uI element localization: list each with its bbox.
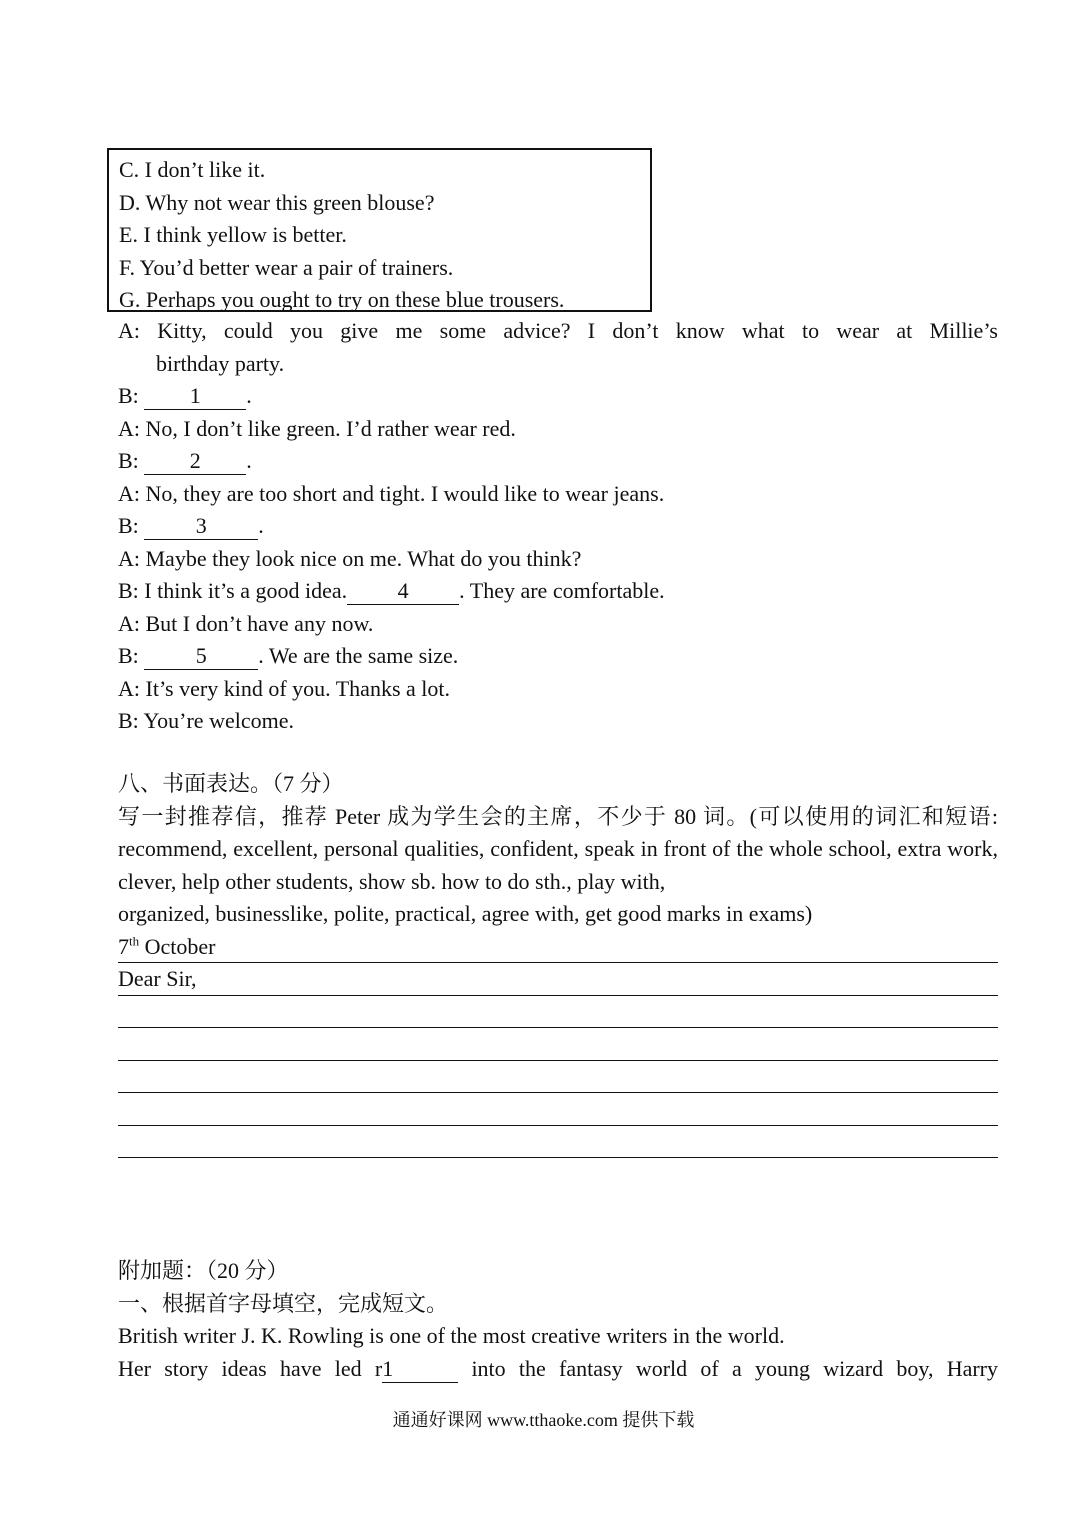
writing-line[interactable] [118,996,998,1029]
blank-2[interactable]: 2 [144,448,246,475]
bonus-heading: 附加题：（20 分） [118,1258,289,1283]
option-e: E. I think yellow is better. [119,222,347,247]
date-line[interactable]: 7th October [118,931,998,964]
writing-line[interactable] [118,1126,998,1159]
option-f: F. You’d better wear a pair of trainers. [119,254,454,280]
writing-line[interactable] [118,1028,998,1061]
dialogue [118,315,998,738]
footer-source: 通通好课网 www.tthaoke.com 提供下载 [392,1410,695,1430]
dialogue-line-blank-3: B: 3 . [118,513,264,538]
blank-1[interactable]: 1 [144,383,246,410]
dialogue-line-blank-2: B: 2 . [118,448,252,473]
greeting-line[interactable]: Dear Sir, [118,963,998,996]
dialogue-line-9: A: But I don’t have any now. [118,610,374,636]
answer-options-box [107,148,652,312]
bonus-line-1: British writer J. K. Rowling is one of the most creative writers in the world. [118,1323,785,1348]
writing-instruction: 写一封推荐信，推荐 Peter 成为学生会的主席，不少于 80 词。(可以使用的词汇和短语: recommend, excellent, personal qualities, confident, speak in front of the whole school, extra work, clever, help other students, show sb. how to do sth., play with, organized, businesslike, polite, practical, agree with, get good marks in exams) [118,803,998,926]
bonus-line-2: Her story ideas have led r1 into the fantasy world of a young wizard boy, Harry [118,1355,998,1381]
option-d: D. Why not wear this green blouse? [119,189,435,215]
dialogue-line-5: A: No, they are too short and tight. I would like to wear jeans. [118,480,665,506]
bonus-section [118,1255,998,1385]
dialogue-line-blank-1: B: 1 . [118,383,252,408]
bonus-blank-1[interactable]: 1 [382,1356,458,1383]
writing-section [118,768,998,1158]
blank-3[interactable]: 3 [144,513,258,540]
writing-line[interactable] [118,1093,998,1126]
dialogue-line-12: B: You’re welcome. [118,708,294,733]
blank-5[interactable]: 5 [144,643,258,670]
dialogue-line-blank-5: B: 5 . We are the same size. [118,643,459,668]
dialogue-line-3: A: No, I don’t like green. I’d rather wear red. [118,415,516,441]
writing-heading: 八、书面表达。（7 分） [118,771,344,796]
bonus-subheading: 一、根据首字母填空，完成短文。 [118,1290,449,1316]
dialogue-line-11: A: It’s very kind of you. Thanks a lot. [118,675,450,701]
blank-4[interactable]: 4 [347,578,459,605]
option-g: G. Perhaps you ought to try on these blue trousers. [119,287,565,312]
writing-line[interactable] [118,1061,998,1094]
option-c: C. I don’t like it. [119,157,266,182]
dialogue-line-1: A: Kitty, could you give me some advice? I don’t know what to wear at Millie’s birthday party. [118,318,998,376]
dialogue-line-7: A: Maybe they look nice on me. What do you think? [118,545,582,571]
dialogue-line-blank-4: B: I think it’s a good idea. 4 . They are comfortable. [118,578,665,603]
